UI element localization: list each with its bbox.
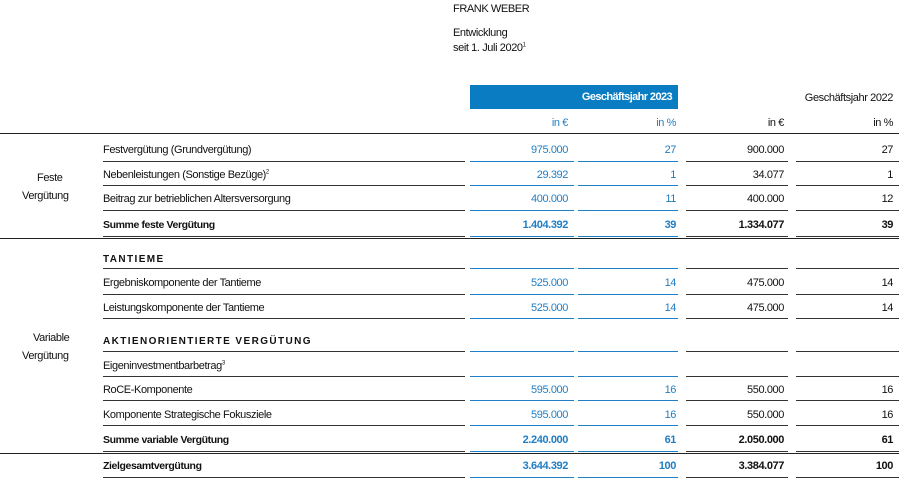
row-rule bbox=[470, 161, 574, 162]
current-eur-cell: 1.404.392 bbox=[522, 219, 568, 231]
row-rule bbox=[103, 185, 465, 186]
current-pct-cell: 1 bbox=[670, 169, 676, 181]
prior-eur-cell: 550.000 bbox=[747, 384, 784, 396]
prior-eur-cell: 1.334.077 bbox=[738, 219, 784, 231]
current-pct-cell: 14 bbox=[664, 302, 676, 314]
row-rule bbox=[686, 400, 788, 401]
row-label bbox=[103, 384, 192, 396]
header-line2-text: seit 1. Juli 2020 bbox=[453, 42, 523, 54]
current-eur-cell: 400.000 bbox=[531, 193, 568, 205]
row-rule bbox=[470, 477, 574, 478]
prior-pct-cell: 100 bbox=[875, 460, 893, 472]
footnote-marker: 2 bbox=[265, 169, 269, 176]
row-rule bbox=[578, 161, 678, 162]
row-rule bbox=[796, 294, 899, 295]
row-rule bbox=[578, 351, 678, 352]
current-eur-cell: 595.000 bbox=[531, 384, 568, 396]
row-label bbox=[103, 360, 225, 372]
row-label-text: Zielgesamtvergütung bbox=[103, 460, 202, 472]
row-rule bbox=[796, 268, 899, 269]
row-rule bbox=[686, 477, 788, 478]
row-rule bbox=[103, 376, 465, 377]
row-label bbox=[103, 144, 251, 156]
row-rule bbox=[686, 268, 788, 269]
row-label-text: Komponente Strategische Fokusziele bbox=[103, 409, 272, 421]
row-label bbox=[103, 434, 229, 446]
row-label-text: Summe variable Vergütung bbox=[103, 434, 229, 446]
current-eur-cell: 2.240.000 bbox=[522, 434, 568, 446]
sum-rule bbox=[578, 451, 678, 452]
current-year-header bbox=[470, 85, 678, 109]
row-rule bbox=[796, 161, 899, 162]
footnote-1: 1 bbox=[522, 42, 526, 49]
row-rule bbox=[686, 318, 788, 319]
prior-eur-cell: 2.050.000 bbox=[738, 434, 784, 446]
header-line1: Entwicklung bbox=[453, 27, 508, 39]
current-eur-cell: 3.644.392 bbox=[522, 460, 568, 472]
row-label-text: Leistungskomponente der Tantieme bbox=[103, 302, 265, 314]
row-rule bbox=[103, 161, 465, 162]
row-label-text: Eigeninvestmentbarbetrag bbox=[103, 360, 222, 372]
sum-rule bbox=[578, 236, 678, 237]
row-rule bbox=[103, 477, 465, 478]
row-label bbox=[103, 169, 269, 181]
row-rule bbox=[686, 185, 788, 186]
prior-eur-cell: 34.077 bbox=[752, 169, 784, 181]
current-pct-cell: 100 bbox=[658, 460, 676, 472]
row-rule bbox=[578, 268, 678, 269]
current-pct-cell: 11 bbox=[665, 193, 676, 205]
row-label-text: RoCE-Komponente bbox=[103, 384, 193, 396]
row-rule bbox=[686, 294, 788, 295]
row-rule bbox=[470, 268, 574, 269]
row-label bbox=[103, 409, 272, 421]
sum-rule bbox=[796, 451, 899, 452]
sum-rule bbox=[103, 236, 465, 237]
group-rule bbox=[0, 453, 899, 454]
row-rule bbox=[103, 318, 465, 319]
row-rule bbox=[796, 185, 899, 186]
row-rule bbox=[103, 268, 465, 269]
group-fixed-line2: Vergütung bbox=[22, 190, 69, 202]
row-label-text: Summe feste Vergütung bbox=[103, 219, 215, 231]
row-rule bbox=[578, 318, 678, 319]
row-rule bbox=[578, 210, 678, 211]
row-rule bbox=[578, 477, 678, 478]
unit-eur-prior: in € bbox=[767, 117, 784, 129]
current-eur-cell: 975.000 bbox=[531, 144, 568, 156]
current-eur-cell: 525.000 bbox=[531, 277, 568, 289]
row-rule bbox=[796, 376, 899, 377]
row-rule bbox=[470, 425, 574, 426]
row-rule bbox=[470, 210, 574, 211]
row-label-text: Nebenleistungen (Sonstige Bezüge) bbox=[103, 169, 266, 181]
row-rule bbox=[578, 294, 678, 295]
prior-pct-cell: 39 bbox=[881, 219, 893, 231]
person-name: FRANK WEBER bbox=[453, 3, 530, 15]
current-pct-cell: 16 bbox=[664, 409, 676, 421]
current-pct-cell: 39 bbox=[664, 219, 676, 231]
row-label bbox=[103, 460, 202, 472]
row-label bbox=[103, 277, 261, 289]
row-rule bbox=[578, 425, 678, 426]
row-rule bbox=[470, 318, 574, 319]
row-rule bbox=[103, 425, 465, 426]
group-rule bbox=[0, 133, 899, 134]
current-eur-cell: 29.392 bbox=[536, 169, 568, 181]
prior-eur-cell: 475.000 bbox=[747, 302, 784, 314]
section-tantieme: TANTIEME bbox=[103, 254, 165, 265]
current-year-label: Geschäftsjahr 2023 bbox=[581, 91, 672, 103]
prior-eur-cell: 550.000 bbox=[747, 409, 784, 421]
row-label bbox=[103, 302, 264, 314]
sum-rule bbox=[470, 236, 574, 237]
group-variable-line2: Vergütung bbox=[22, 350, 69, 362]
row-rule bbox=[578, 400, 678, 401]
current-pct-cell: 61 bbox=[664, 434, 676, 446]
row-rule bbox=[578, 185, 678, 186]
row-rule bbox=[686, 425, 788, 426]
prior-eur-cell: 475.000 bbox=[747, 277, 784, 289]
row-rule bbox=[578, 376, 678, 377]
prior-pct-cell: 27 bbox=[881, 144, 893, 156]
footnote-marker: 3 bbox=[221, 360, 225, 367]
sum-rule bbox=[686, 236, 788, 237]
prior-pct-cell: 16 bbox=[881, 384, 893, 396]
row-rule bbox=[796, 400, 899, 401]
row-rule bbox=[796, 351, 899, 352]
prior-pct-cell: 12 bbox=[881, 193, 893, 205]
prior-year-label: Geschäftsjahr 2022 bbox=[804, 92, 893, 104]
sum-rule bbox=[103, 451, 465, 452]
prior-eur-cell: 3.384.077 bbox=[738, 460, 784, 472]
current-pct-cell: 27 bbox=[664, 144, 676, 156]
row-label-text: Ergebniskomponente der Tantieme bbox=[103, 277, 262, 289]
row-rule bbox=[686, 376, 788, 377]
group-rule bbox=[0, 238, 899, 239]
group-variable-line1: Variable bbox=[33, 332, 70, 344]
unit-pct-current: in % bbox=[656, 117, 676, 129]
row-rule bbox=[470, 294, 574, 295]
prior-pct-cell: 61 bbox=[881, 434, 893, 446]
row-rule bbox=[103, 210, 465, 211]
prior-pct-cell: 14 bbox=[881, 302, 893, 314]
row-rule bbox=[470, 185, 574, 186]
unit-eur-current: in € bbox=[551, 117, 568, 129]
sum-rule bbox=[686, 451, 788, 452]
row-rule bbox=[470, 376, 574, 377]
row-rule bbox=[103, 351, 465, 352]
prior-eur-cell: 900.000 bbox=[747, 144, 784, 156]
current-eur-cell: 595.000 bbox=[531, 409, 568, 421]
row-rule bbox=[686, 161, 788, 162]
sum-rule bbox=[470, 451, 574, 452]
row-rule bbox=[796, 318, 899, 319]
row-rule bbox=[796, 425, 899, 426]
prior-pct-cell: 1 bbox=[887, 169, 893, 181]
sum-rule bbox=[796, 236, 899, 237]
current-pct-cell: 16 bbox=[664, 384, 676, 396]
row-rule bbox=[686, 210, 788, 211]
prior-pct-cell: 14 bbox=[881, 277, 893, 289]
row-label bbox=[103, 193, 290, 205]
group-fixed-line1: Feste bbox=[37, 172, 63, 184]
prior-eur-cell: 400.000 bbox=[747, 193, 784, 205]
row-rule bbox=[103, 294, 465, 295]
prior-pct-cell: 16 bbox=[881, 409, 893, 421]
row-rule bbox=[686, 351, 788, 352]
row-rule bbox=[796, 210, 899, 211]
row-label-text: Beitrag zur betrieblichen Altersversorgung bbox=[103, 193, 291, 205]
row-label-text: Festvergütung (Grundvergütung) bbox=[103, 144, 252, 156]
unit-pct-prior: in % bbox=[873, 117, 893, 129]
row-rule bbox=[103, 400, 465, 401]
current-pct-cell: 14 bbox=[664, 277, 676, 289]
current-eur-cell: 525.000 bbox=[531, 302, 568, 314]
row-rule bbox=[470, 351, 574, 352]
row-rule bbox=[796, 477, 899, 478]
row-rule bbox=[470, 400, 574, 401]
section-aktien: AKTIENORIENTIERTE VERGÜTUNG bbox=[103, 336, 312, 347]
header-line2 bbox=[453, 42, 526, 54]
row-label bbox=[103, 219, 215, 231]
